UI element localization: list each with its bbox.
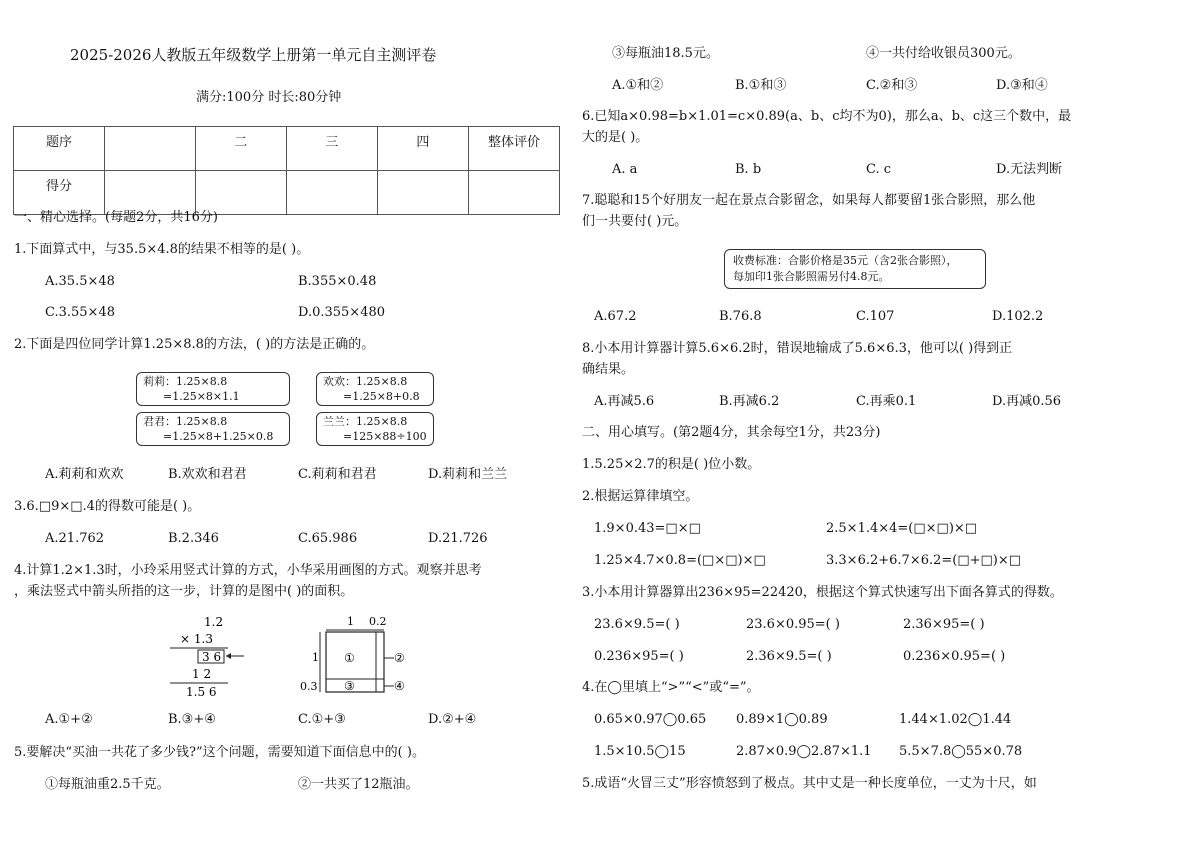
option[interactable]: D.无法判断 <box>996 162 1063 177</box>
method-box <box>136 372 290 406</box>
method-line: 兰兰：1.25×8.8 <box>323 415 408 428</box>
method-line: =125×88÷100 <box>343 430 427 443</box>
method-box <box>316 372 434 406</box>
fill-item[interactable]: 0.89×1◯0.89 <box>736 712 828 727</box>
question-stem: 6.已知a×0.98=b×1.01=c×0.89(a、b、c均不为0)，那么a、b、c这三个数中，最 <box>582 109 1072 124</box>
option[interactable]: A.21.762 <box>45 531 105 546</box>
option[interactable]: A.35.5×48 <box>45 274 115 289</box>
diagram-label: 1 <box>347 615 354 628</box>
option[interactable]: B. b <box>735 162 762 177</box>
fill-item[interactable]: 23.6×0.95=( ) <box>746 617 840 632</box>
option[interactable]: D.莉莉和兰兰 <box>428 467 508 482</box>
fill-item[interactable]: 0.236×0.95=( ) <box>903 649 1006 664</box>
table-cell: 整体评价 <box>468 127 559 171</box>
question-stem: 3.6.□9×□.4的得数可能是( )。 <box>14 499 201 514</box>
option[interactable]: C. c <box>866 162 892 177</box>
option[interactable]: D.102.2 <box>992 309 1044 324</box>
diagram-label: 0.3 <box>300 680 318 693</box>
region-label: ④ <box>394 679 405 693</box>
question-stem: ，乘法竖式中箭头所指的这一步，计算的是图中( )的面积。 <box>14 584 354 599</box>
question-stem: 大的是( )。 <box>582 130 649 145</box>
notice-line: 每加印1张合影照需另付4.8元。 <box>733 270 890 283</box>
fill-item[interactable]: 2.5×1.4×4=(□×□)×□ <box>826 521 978 536</box>
option[interactable]: B.①和③ <box>735 78 787 93</box>
fill-item[interactable]: 1.9×0.43=□×□ <box>594 521 701 536</box>
question-stem: 确结果。 <box>582 362 635 377</box>
option[interactable]: C.再乘0.1 <box>856 394 917 409</box>
question-stem: 1.下面算式中，与35.5×4.8的结果不相等的是( )。 <box>14 242 310 257</box>
method-box <box>136 412 290 446</box>
question-stem: 2.下面是四位同学计算1.25×8.8的方法，( )的方法是正确的。 <box>14 337 375 352</box>
option[interactable]: C.②和③ <box>866 78 918 93</box>
score-input-cell[interactable] <box>195 171 286 215</box>
table-row <box>14 171 560 215</box>
option[interactable]: C.107 <box>856 309 895 324</box>
question-stem: 3.小本用计算器算出236×95=22420，根据这个算式快速写出下面各算式的得数。 <box>582 585 1063 600</box>
fill-item[interactable]: 0.65×0.97◯0.65 <box>594 712 707 727</box>
method-line: =1.25×8+0.8 <box>343 390 420 403</box>
option[interactable]: A.①和② <box>612 78 664 93</box>
option[interactable]: B.再减6.2 <box>719 394 780 409</box>
calc-text: 1 2 <box>192 667 212 681</box>
option[interactable]: B.欢欢和君君 <box>168 467 247 482</box>
area-diagram <box>298 612 410 698</box>
exam-meta: 满分:100分 时长:80分钟 <box>196 90 342 105</box>
diagram-label: 1 <box>312 651 319 664</box>
page-title: 2025-2026人教版五年级数学上册第一单元自主测评卷 <box>70 46 437 64</box>
table-cell: 得分 <box>14 171 105 215</box>
section-heading: 一、精心选择。(每题2分，共16分) <box>14 210 218 225</box>
option[interactable]: B.③+④ <box>168 712 216 727</box>
info-item: ②一共买了12瓶油。 <box>298 777 419 792</box>
option[interactable]: A.①+② <box>45 712 93 727</box>
question-stem: 们一共要付( )元。 <box>582 214 688 229</box>
option[interactable]: A.莉莉和欢欢 <box>45 467 124 482</box>
region-label: ② <box>394 651 405 665</box>
region-label: ① <box>344 651 355 665</box>
option[interactable]: C.3.55×48 <box>45 305 115 320</box>
method-line: 君君：1.25×8.8 <box>143 415 228 428</box>
info-item: ①每瓶油重2.5千克。 <box>45 777 170 792</box>
question-stem: 5.要解决“买油一共花了多少钱?”这个问题，需要知道下面信息中的( )。 <box>14 745 425 760</box>
fill-item[interactable]: 2.87×0.9◯2.87×1.1 <box>736 744 872 759</box>
option[interactable]: D.③和④ <box>996 78 1048 93</box>
fill-item[interactable]: 1.25×4.7×0.8=(□×□)×□ <box>594 553 766 568</box>
option[interactable]: C.65.986 <box>298 531 358 546</box>
method-line: 莉莉：1.25×8.8 <box>143 375 228 388</box>
question-stem: 1.5.25×2.7的积是( )位小数。 <box>582 457 761 472</box>
region-label: ③ <box>344 679 355 693</box>
section-heading: 二、用心填写。(第2题4分，其余每空1分，共23分) <box>582 425 881 440</box>
table-cell: 三 <box>286 127 377 171</box>
option[interactable]: D.0.355×480 <box>298 305 386 320</box>
method-box <box>316 412 434 446</box>
score-input-cell[interactable] <box>468 171 559 215</box>
table-cell: 二 <box>195 127 286 171</box>
vertical-multiplication <box>160 612 250 698</box>
question-stem: 8.小本用计算器计算5.6×6.2时，错误地输成了5.6×6.3，他可以( )得到正 <box>582 341 1013 356</box>
arrow-icon <box>226 653 231 659</box>
info-item: ④一共付给收银员300元。 <box>866 46 1021 61</box>
score-input-cell[interactable] <box>286 171 377 215</box>
option[interactable]: D.21.726 <box>428 531 488 546</box>
score-input-cell[interactable] <box>105 171 196 215</box>
score-table <box>13 126 560 215</box>
option[interactable]: D.再减0.56 <box>992 394 1062 409</box>
price-notice <box>724 249 986 289</box>
info-item: ③每瓶油18.5元。 <box>612 46 719 61</box>
table-cell: 题序 <box>14 127 105 171</box>
diagram-label: 0.2 <box>369 615 387 628</box>
fill-item[interactable]: 2.36×9.5=( ) <box>746 649 832 664</box>
option[interactable]: B.2.346 <box>168 531 219 546</box>
option[interactable]: C.①+③ <box>298 712 346 727</box>
fill-item[interactable]: 5.5×7.8◯55×0.78 <box>899 744 1023 759</box>
fill-item[interactable]: 1.44×1.02◯1.44 <box>899 712 1012 727</box>
method-line: =1.25×8×1.1 <box>163 390 240 403</box>
option[interactable]: A.再减5.6 <box>594 394 655 409</box>
question-stem: 4.计算1.2×1.3时，小玲采用竖式计算的方式，小华采用画图的方式。观察并思考 <box>14 563 482 578</box>
table-row <box>14 127 560 171</box>
calc-text: 1.2 <box>204 615 224 629</box>
option[interactable]: C.莉莉和君君 <box>298 467 377 482</box>
option[interactable]: A. a <box>612 162 638 177</box>
option[interactable]: B.355×0.48 <box>298 274 377 289</box>
question-stem: 4.在◯里填上“>”“<”或“=”。 <box>582 680 760 695</box>
fill-item[interactable]: 2.36×95=( ) <box>903 617 985 632</box>
question-stem: 2.根据运算律填空。 <box>582 489 699 504</box>
fill-item[interactable]: 3.3×6.2+6.7×6.2=(□+□)×□ <box>826 553 1022 568</box>
fill-item[interactable]: 1.5×10.5◯15 <box>594 744 686 759</box>
method-line: 欢欢：1.25×8.8 <box>323 375 408 388</box>
question-stem: 5.成语“火冒三丈”形容愤怒到了极点。其中丈是一种长度单位，一丈为十尺，如 <box>582 776 1037 791</box>
question-stem: 7.聪聪和15个好朋友一起在景点合影留念，如果每人都要留1张合影照，那么他 <box>582 193 1036 208</box>
option[interactable]: B.76.8 <box>719 309 762 324</box>
calc-text: 3 6 <box>202 650 222 664</box>
fill-item[interactable]: 23.6×9.5=( ) <box>594 617 680 632</box>
fill-item[interactable]: 0.236×95=( ) <box>594 649 684 664</box>
table-cell: 四 <box>377 127 468 171</box>
calc-text: × 1.3 <box>180 632 213 646</box>
option[interactable]: A.67.2 <box>594 309 637 324</box>
calc-text: 1.5 6 <box>186 685 217 698</box>
notice-line: 收费标准：合影价格是35元（含2张合影照）， <box>733 254 958 267</box>
option[interactable]: D.②+④ <box>428 712 477 727</box>
table-cell <box>105 127 196 171</box>
score-input-cell[interactable] <box>377 171 468 215</box>
method-line: =1.25×8+1.25×0.8 <box>163 430 274 443</box>
